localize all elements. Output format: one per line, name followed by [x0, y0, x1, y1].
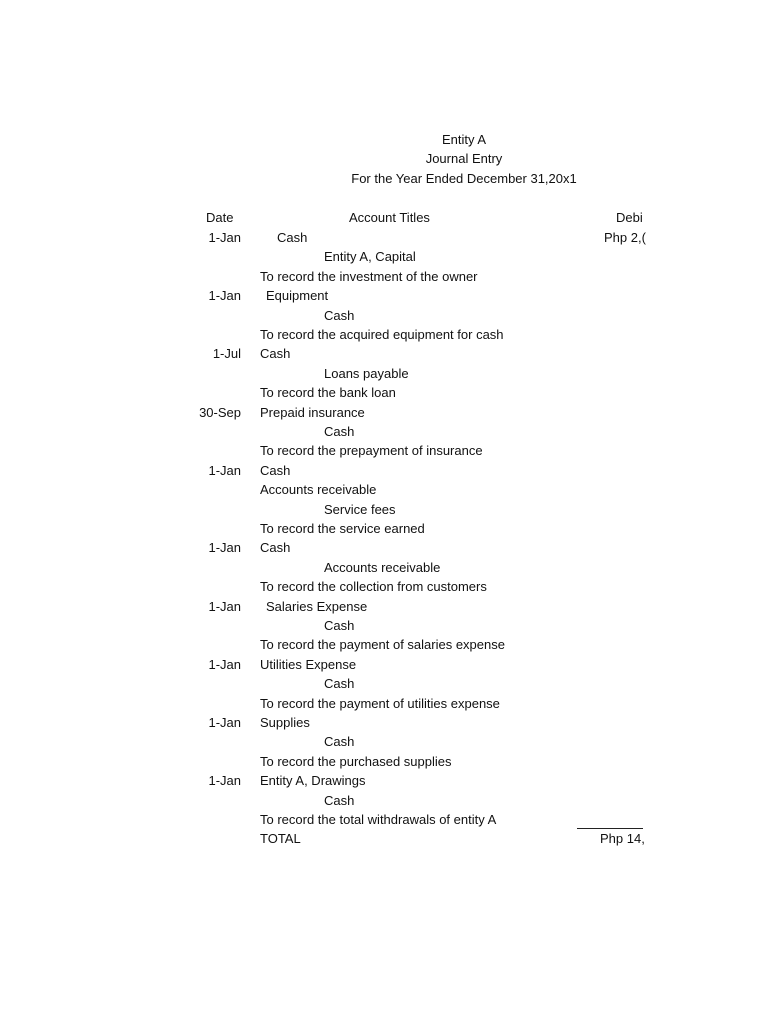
row-date: 1-Jan — [208, 657, 241, 672]
total-underline — [577, 828, 643, 829]
row-account: Cash — [324, 424, 355, 439]
row-account: Cash — [324, 676, 355, 691]
row-memo: To record the acquired equipment for cash — [260, 327, 504, 342]
row-memo: To record the payment of salaries expense — [260, 637, 505, 652]
row-memo: To record the purchased supplies — [260, 754, 452, 769]
row-account: Cash — [260, 346, 291, 361]
row-memo: To record the payment of utilities expense — [260, 696, 500, 711]
row-account: Accounts receivable — [260, 482, 377, 497]
row-date: 1-Jan — [208, 715, 241, 730]
column-header-account-titles: Account Titles — [349, 210, 430, 225]
row-account: Utilities Expense — [260, 657, 357, 672]
row-account: Cash — [324, 734, 355, 749]
row-memo: To record the total withdrawals of entity A — [260, 812, 497, 827]
column-header-debit: Debi — [616, 210, 643, 225]
row-date: 1-Jan — [208, 230, 241, 245]
document-title: Journal Entry — [425, 151, 503, 166]
row-account: Salaries Expense — [266, 599, 368, 614]
row-account: Cash — [260, 463, 291, 478]
row-account: Accounts receivable — [324, 560, 441, 575]
row-account: Entity A, Capital — [324, 249, 416, 264]
row-debit: Php 2,( — [604, 230, 646, 245]
entity-name: Entity A — [441, 132, 487, 147]
period-line: For the Year Ended December 31,20x1 — [351, 171, 577, 186]
column-header-date: Date — [206, 210, 234, 225]
row-account: Service fees — [324, 502, 396, 517]
row-account: Entity A, Drawings — [260, 773, 366, 788]
row-date: 1-Jan — [208, 288, 241, 303]
total-debit: Php 14, — [600, 831, 645, 846]
row-account: Prepaid insurance — [260, 405, 365, 420]
row-date: 1-Jan — [208, 463, 241, 478]
row-date: 1-Jan — [208, 773, 241, 788]
row-account: Cash — [277, 230, 308, 245]
total-label: TOTAL — [260, 831, 301, 846]
row-date: 30-Sep — [199, 405, 241, 420]
row-memo: To record the prepayment of insurance — [260, 443, 483, 458]
row-account: Supplies — [260, 715, 310, 730]
row-memo: To record the collection from customers — [260, 579, 487, 594]
row-date: 1-Jan — [208, 540, 241, 555]
row-memo: To record the investment of the owner — [260, 269, 478, 284]
row-account: Cash — [324, 618, 355, 633]
row-date: 1-Jan — [208, 599, 241, 614]
row-date: 1-Jul — [212, 346, 241, 361]
row-account: Equipment — [266, 288, 329, 303]
row-account: Loans payable — [324, 366, 409, 381]
row-account: Cash — [260, 540, 291, 555]
row-memo: To record the service earned — [260, 521, 425, 536]
row-memo: To record the bank loan — [260, 385, 396, 400]
row-account: Cash — [324, 308, 355, 323]
row-account: Cash — [324, 793, 355, 808]
